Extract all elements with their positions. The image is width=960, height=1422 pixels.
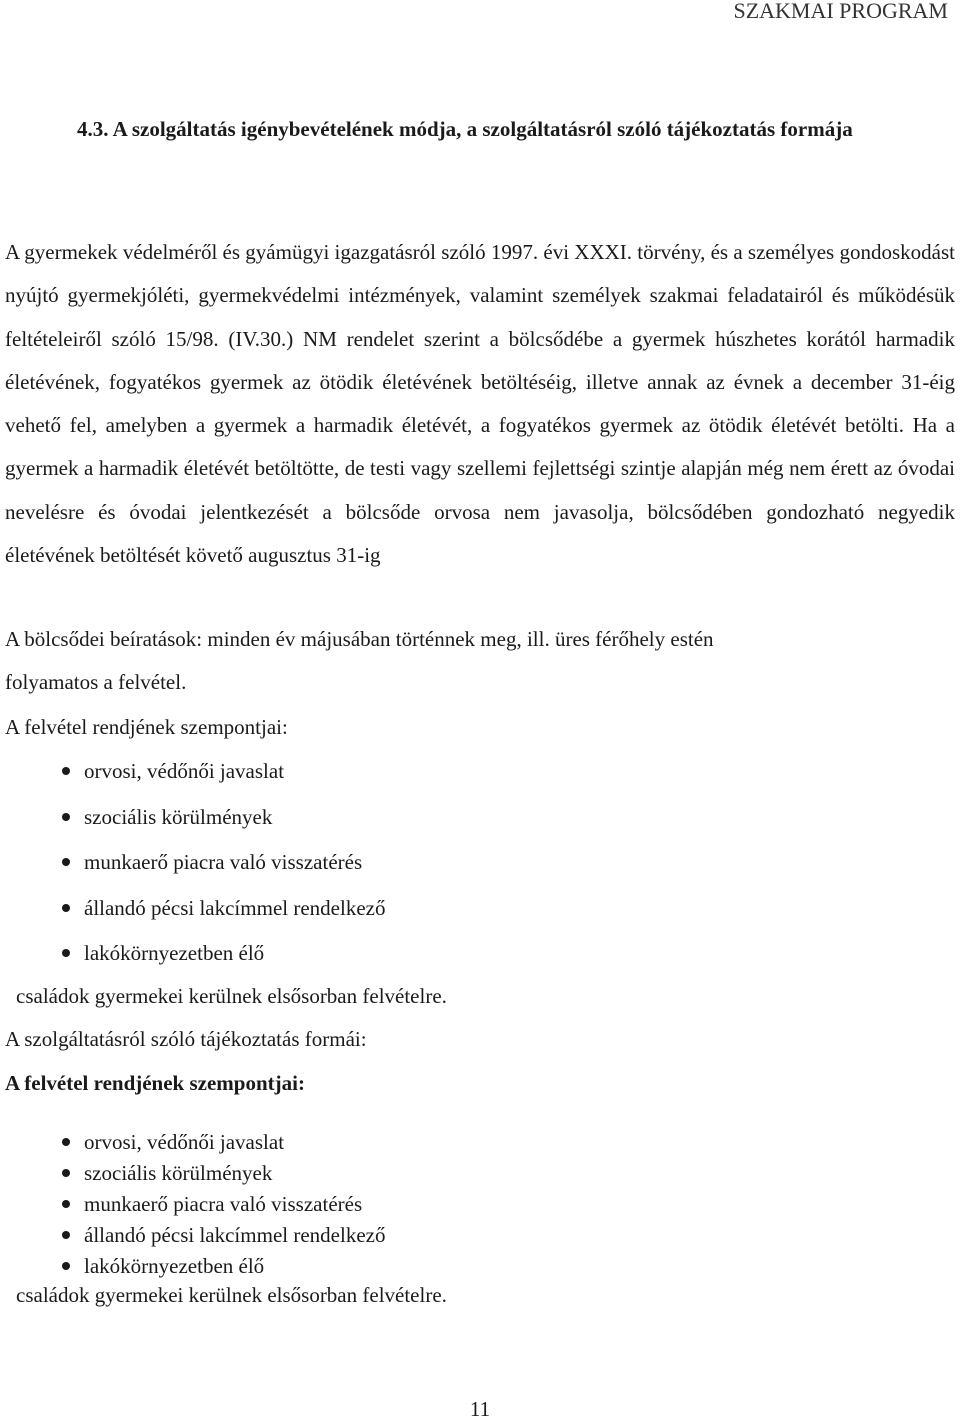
criteria-closing: családok gyermekei kerülnek elsősorban felvételre. [16, 984, 447, 1008]
criteria-closing-2: családok gyermekei kerülnek elsősorban felvételre. [16, 1283, 447, 1307]
list-item: szociális körülmények [0, 803, 385, 849]
section-title: 4.3. A szolgáltatás igénybevételének módja, a szolgáltatásról szóló tájékoztatás formája [77, 117, 853, 141]
page-header: SZAKMAI PROGRAM [733, 0, 948, 23]
criteria-heading-bold: A felvétel rendjének szempontjai: [5, 1071, 305, 1095]
enrollment-line-2: folyamatos a felvétel. [5, 670, 187, 694]
list-item: orvosi, védőnői javaslat [0, 1128, 385, 1159]
list-item: állandó pécsi lakcímmel rendelkező [0, 894, 385, 940]
list-item: orvosi, védőnői javaslat [0, 757, 385, 803]
list-item: lakókörnyezetben élő [0, 1252, 385, 1283]
page-number: 11 [469, 1397, 491, 1421]
list-item: munkaerő piacra való visszatérés [0, 1190, 385, 1221]
list-item: szociális körülmények [0, 1159, 385, 1190]
info-forms-heading: A szolgáltatásról szóló tájékoztatás formái: [5, 1027, 367, 1051]
list-item: munkaerő piacra való visszatérés [0, 848, 385, 894]
list-item: lakókörnyezetben élő [0, 939, 385, 985]
enrollment-line-1: A bölcsődei beíratások: minden év májusában történnek meg, ill. üres férőhely estén [5, 627, 714, 651]
main-paragraph: A gyermekek védelméről és gyámügyi igazgatásról szóló 1997. évi XXXI. törvény, és a személyes gondoskodást nyújtó gyermekjóléti, gyermekvédelmi intézmények, valamint személyek szakmai feladatairól és működésük feltételeiről szóló 15/98. (IV.30.) NM rendelet szerint a bölcsődébe a gyermek húszhetes korától harmadik életévének, fogyatékos gyermek az ötödik életévének betöltéséig, illetve annak az évnek a december 31-éig vehető fel, amelyben a gyermek a harmadik életévét, a fogyatékos gyermek az ötödik életévét betölti. Ha a gyermek a harmadik életévét betöltötte, de testi vagy szellemi fejlettségi szintje alapján még nem érett az óvodai nevelésre és óvodai jelentkezését a bölcsőde orvosa nem javasolja, bölcsődében gondozható negyedik életévének betöltését követő augusztus 31-ig [5, 240, 955, 568]
list-item: állandó pécsi lakcímmel rendelkező [0, 1221, 385, 1252]
criteria-list-compact [0, 1128, 385, 1283]
criteria-list [0, 757, 385, 985]
criteria-heading: A felvétel rendjének szempontjai: [5, 715, 288, 739]
